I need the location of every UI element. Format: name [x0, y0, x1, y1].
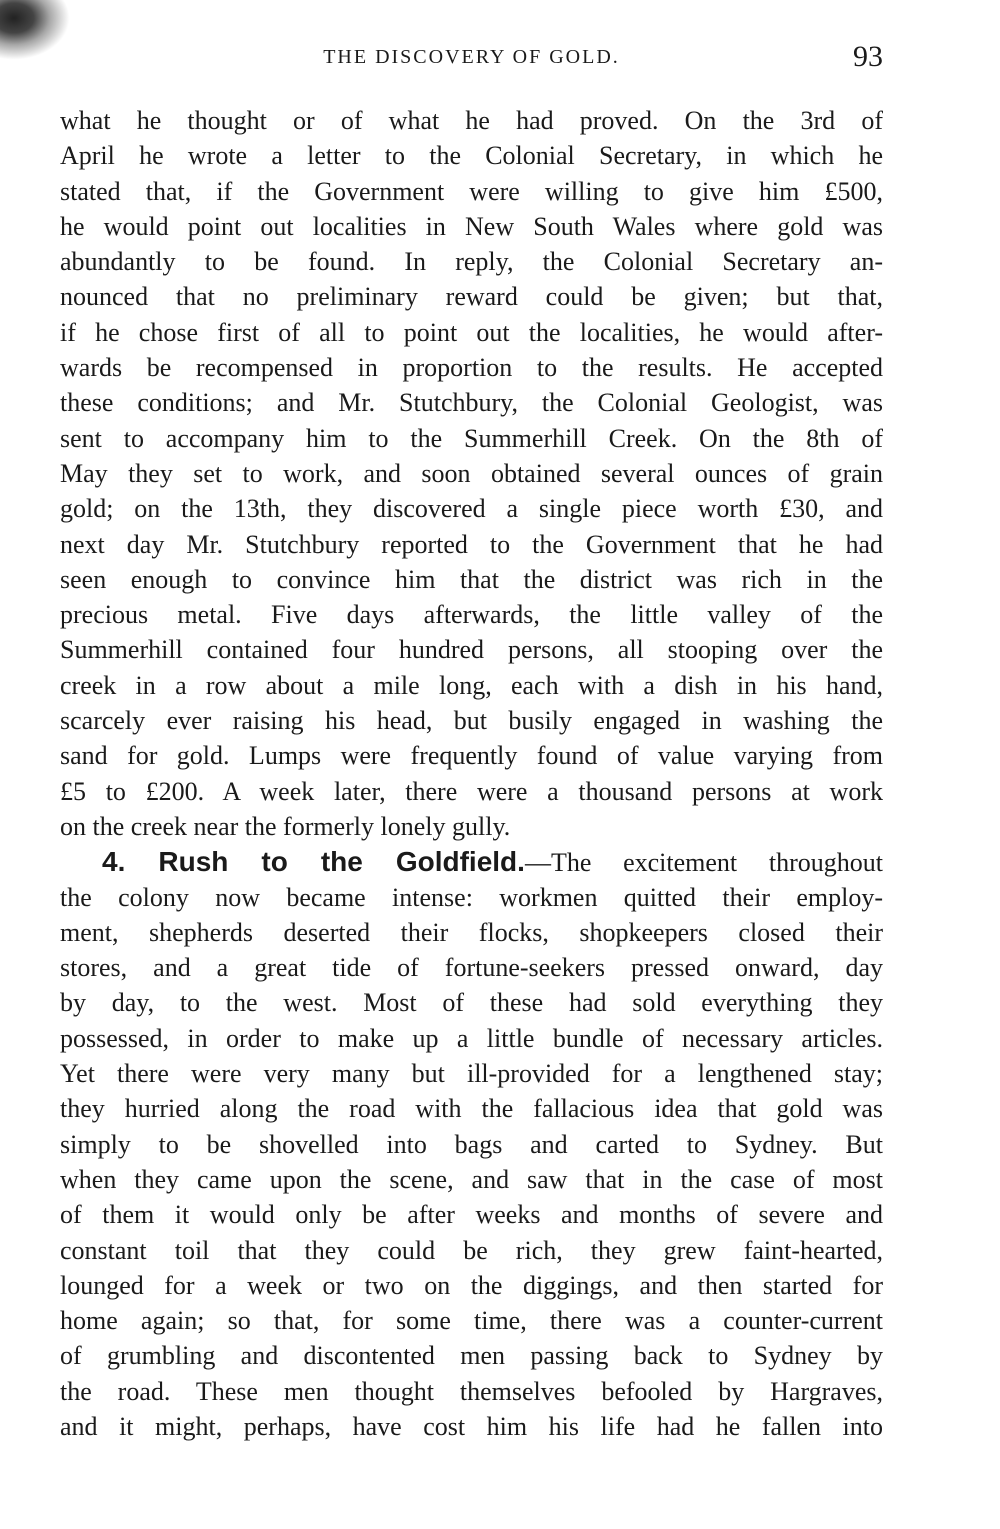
text-line: if he chose first of all to point out the localities, he would after- — [60, 317, 883, 347]
text-line: by day, to the west. Most of these had sold everything they — [60, 988, 883, 1018]
section-heading: 4. Rush to the Goldfield. — [102, 846, 525, 878]
text-line: and it might, perhaps, have cost him his life had he fallen into — [60, 1411, 883, 1441]
running-title: THE DISCOVERY OF GOLD. — [323, 46, 620, 68]
running-head — [60, 40, 883, 76]
text-line: abundantly to be found. In reply, the Colonial Secretary an- — [60, 247, 883, 277]
text-line: constant toil that they could be rich, they grew faint-hearted, — [60, 1235, 883, 1265]
section-first-line — [60, 844, 883, 879]
text-line: seen enough to convince him that the district was rich in the — [60, 564, 883, 594]
text-line: sent to accompany him to the Summerhill Creek. On the 8th of — [60, 423, 883, 453]
page-number: 93 — [853, 40, 883, 73]
text-line: of grumbling and discontented men passing back to Sydney by — [60, 1341, 883, 1371]
text-line: creek in a row about a mile long, each with a dish in his hand, — [60, 670, 883, 700]
text-line: the colony now became intense: workmen quitted their employ- — [60, 882, 883, 912]
text-line: what he thought or of what he had proved. On the 3rd of — [60, 106, 883, 135]
text-line: simply to be shovelled into bags and carted to Sydney. But — [60, 1129, 883, 1159]
text-line: these conditions; and Mr. Stutchbury, the Colonial Geologist, was — [60, 388, 883, 418]
text-line: sand for gold. Lumps were frequently found of value varying from — [60, 741, 883, 771]
text-line: of them it would only be after weeks and months of severe and — [60, 1200, 883, 1230]
text-line: Summerhill contained four hundred persons, all stooping over the — [60, 635, 883, 665]
text-line: Yet there were very many but ill-provided for a lengthened stay; — [60, 1059, 883, 1089]
text-line: May they set to work, and soon obtained several ounces of grain — [60, 458, 883, 488]
section-first-line-text: —The excitement throughout — [524, 848, 883, 878]
text-line: lounged for a week or two on the diggings, and then started for — [60, 1270, 883, 1300]
text-line: April he wrote a letter to the Colonial Secretary, in which he — [60, 141, 883, 171]
text-line: nounced that no preliminary reward could be given; but that, — [60, 282, 883, 312]
text-line: on the creek near the formerly lonely gully. — [60, 811, 511, 841]
text-line: £5 to £200. A week later, there were a thousand persons at work — [60, 776, 883, 806]
text-line: stores, and a great tide of fortune-seekers pressed onward, day — [60, 953, 883, 983]
text-line: next day Mr. Stutchbury reported to the Government that he had — [60, 529, 883, 559]
text-line: they hurried along the road with the fallacious idea that gold was — [60, 1094, 883, 1124]
text-line: precious metal. Five days afterwards, the little valley of the — [60, 600, 883, 630]
text-line: wards be recompensed in proportion to the results. He accepted — [60, 353, 883, 383]
text-line: he would point out localities in New South Wales where gold was — [60, 211, 883, 241]
text-line: the road. These men thought themselves befooled by Hargraves, — [60, 1376, 883, 1406]
text-line: possessed, in order to make up a little bundle of necessary articles. — [60, 1023, 883, 1053]
text-line: stated that, if the Government were willing to give him £500, — [60, 176, 883, 206]
text-line: when they came upon the scene, and saw that in the case of most — [60, 1164, 883, 1194]
text-line: scarcely ever raising his head, but busily engaged in washing the — [60, 706, 883, 736]
text-line: home again; so that, for some time, there was a counter-current — [60, 1306, 883, 1336]
text-line: ment, shepherds deserted their flocks, shopkeepers closed their — [60, 917, 883, 947]
text-line: gold; on the 13th, they discovered a single piece worth £30, and — [60, 494, 883, 524]
body-text — [60, 103, 883, 1444]
